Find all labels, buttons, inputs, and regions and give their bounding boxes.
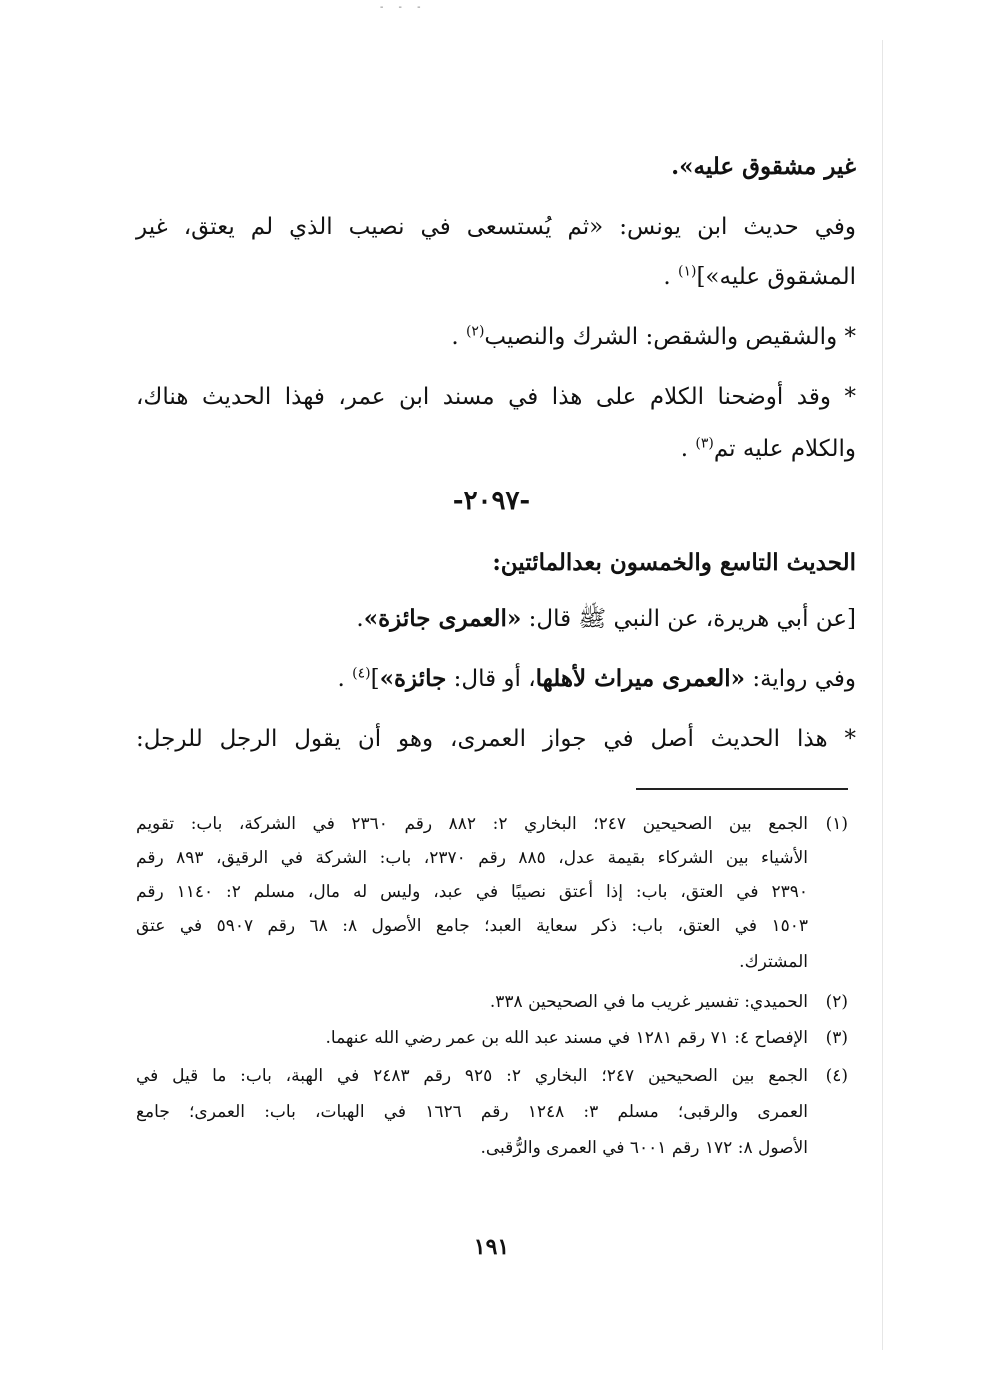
footnote-4-line-3: الأصول ٨: ١٧٢ رقم ٦٠٠١ في العمرى والرُّقبى. [480,1138,808,1158]
hadith-quote-1: «العمرى جائزة» [363,605,522,632]
body-line-4-text: * والشقيص والشقص: الشرك والنصيب [484,324,856,350]
body-line-2: وفي حديث ابن يونس: «ثم يُستسعى في نصيب الذي لم يعتق، غير [136,214,856,240]
body-line-3 [136,262,856,292]
hadith-line-1 [136,604,856,634]
footnote-ref-4: (٤) [352,665,371,682]
footnote-1-line-3: ٢٣٩٠ في العتق، باب: إذا أعتق نصيبًا في عبد، وليس له مال، مسلم ٢: ١١٤٠ رقم [136,882,808,902]
hadith-line-2-mid: ، أو قال: [446,666,536,692]
body-line-4 [136,322,856,352]
hadith-heading: الحديث التاسع والخمسون بعدالمائتين: [492,549,856,576]
footnote-4-line-2: العمرى والرقبى؛ مسلم ٣: ١٢٤٨ رقم ١٦٢٦ في الهبات، باب: العمرى؛ جامع [136,1102,808,1122]
hadith-line-1-start: [عن أبي هريرة، عن النبي ﷺ قال: [521,606,856,632]
footnote-2-line-1 [136,990,848,1014]
hadith-line-3: * هذا الحديث أصل في جواز العمرى، وهو أن يقول الرجل للرجل: [136,726,856,752]
footnote-2-text-1: الحميدي: تفسير غريب ما في الصحيحين ٣٣٨. [489,992,808,1012]
footnote-3-text-1: الإفصاح ٤: ٧١ رقم ١٢٨١ في مسند عبد الله بن عمر رضي الله عنهما. [325,1028,808,1048]
body-line-6-end: . [680,436,696,462]
body-line-5: * وقد أوضحنا الكلام على هذا في مسند ابن عمر، فهذا الحديث هناك، [136,384,856,410]
hadith-quote-2: «العمرى ميراث لأهلها [535,665,746,692]
body-line-4-end: . [451,324,466,350]
hadith-number: -٢٠٩٧- [452,486,531,516]
hadith-line-2-start: وفي رواية: [745,666,856,692]
scan-edge-line [882,40,883,1350]
hadith-line-1-end: . [356,606,364,632]
footnote-1-line-4: ١٥٠٣ في العتق، باب: ذكر سعاية العبد؛ جامع الأصول ٨: ٦٨ رقم ٥٩٠٧ في عتق [136,916,808,936]
footnote-4-line-1 [136,1064,848,1088]
hadith-quote-3: جائزة» [379,665,447,692]
page-number: ١٩١ [473,1234,510,1260]
footnote-4-text-1: الجمع بين الصحيحين ٢٤٧؛ البخاري ٢: ٩٢٥ رقم ٢٤٨٣ في الهبة، باب: ما قيل في [136,1066,808,1086]
footnote-3-line-1 [136,1026,848,1050]
footnote-ref-2: (٢) [465,323,485,340]
footnote-ref-3: (٣) [695,435,714,452]
footnote-1-line-1 [136,812,848,836]
hadith-line-2-bracket: ] [370,666,380,692]
hadith-line-2 [136,664,856,694]
footnote-1-line-2: الأشياء بين الشركاء بقيمة عدل، ٨٨٥ رقم ٢٣٧٠، باب: الشركة في الرقيق، ٨٩٣ رقم [136,848,809,868]
hadith-line-2-end: . [337,666,353,692]
body-line-6-text: والكلام عليه تم [713,436,856,462]
footnote-2-marker: (٢) [825,992,848,1012]
body-line-3-end: . [663,264,678,290]
footnote-4-marker: (٤) [825,1066,848,1086]
scan-marks: - - - [380,2,427,13]
body-line-1: غير مشقوق عليه». [671,153,856,180]
footnote-1-line-5: المشترك. [739,952,808,972]
footnote-1-text-1: الجمع بين الصحيحين ٢٤٧؛ البخاري ٢: ٨٨٢ رقم ٢٣٦٠ في الشركة، باب: تقويم [136,814,808,834]
footnote-3-marker: (٣) [825,1028,848,1048]
body-line-6 [136,434,856,464]
body-line-3-text: المشقوق عليه»] [696,264,856,290]
footnote-1-marker: (١) [825,814,848,834]
footnote-ref-1: (١) [677,263,697,280]
footnote-separator [636,788,848,790]
